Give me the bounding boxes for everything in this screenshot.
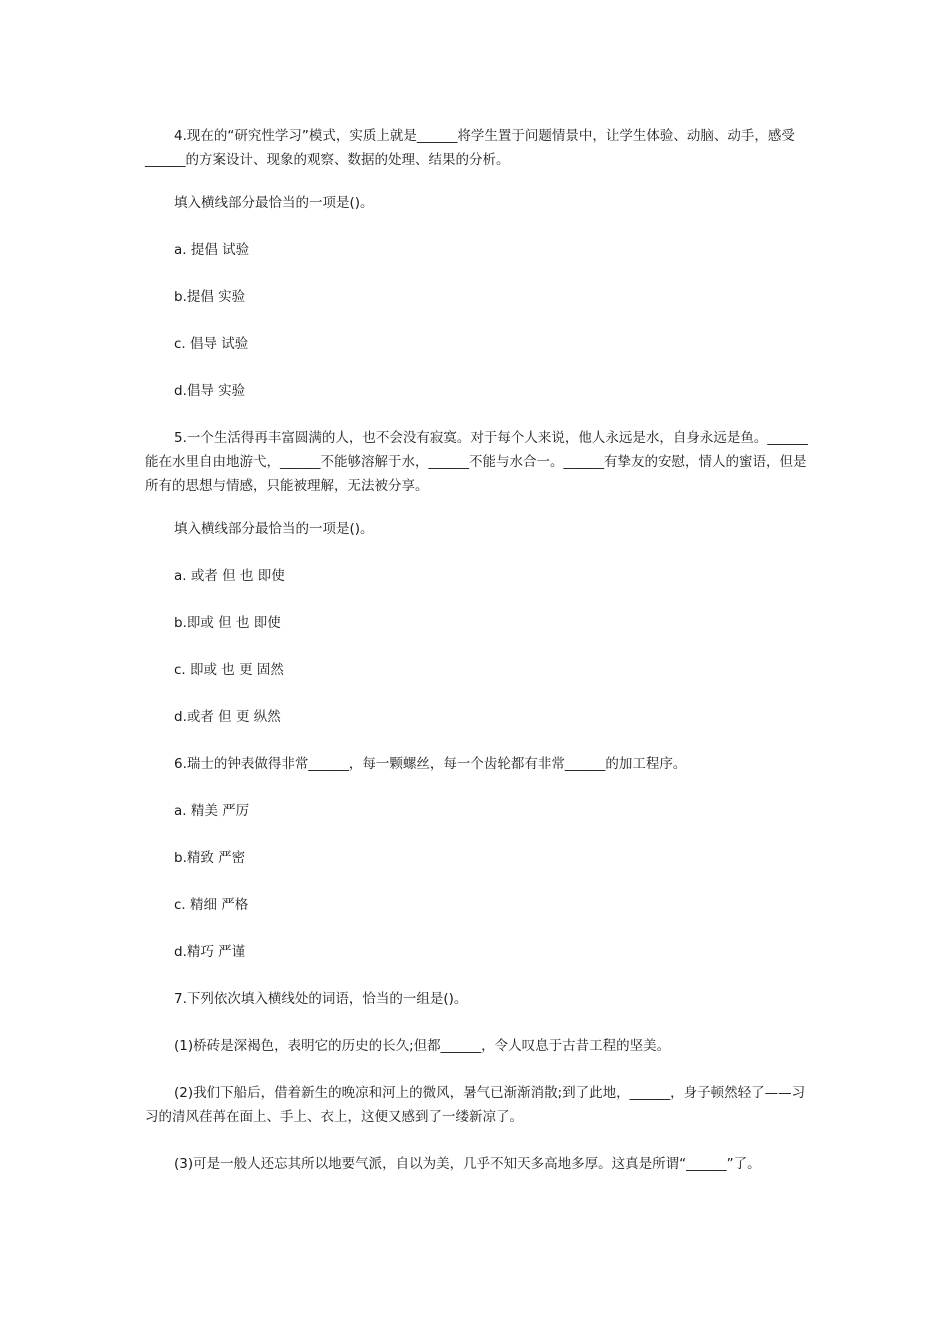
question-5-stem: 5.一个生活得再丰富圆满的人，也不会没有寂寞。对于每个人来说，他人永远是水，自身永远是鱼。______能在水里自由地游弋，______不能够溶解于水，______不能与水合一。______有挚友的安慰，情人的蜜语，但是所有的思想与情感，只能被理解，无法被分享。: [145, 430, 808, 494]
question-4-stem: 4.现在的“研究性学习”模式，实质上就是______将学生置于问题情景中，让学生体验、动脑、动手，感受______的方案设计、现象的观察、数据的处理、结果的分析。: [145, 128, 795, 168]
question-5-option-c: c. 即或 也 更 固然: [174, 662, 284, 678]
question-6-option-d: d.精巧 严谨: [174, 944, 246, 960]
question-6-option-b: b.精致 严密: [174, 850, 246, 866]
question-7-item-2: (2)我们下船后，借着新生的晚凉和河上的微风，暑气已渐渐消散;到了此地，______，身子顿然轻了——习习的清风荏苒在面上、手上、衣上，这便又感到了一缕新凉了。: [145, 1085, 806, 1125]
question-4-option-c: c. 倡导 试验: [174, 336, 249, 352]
question-5-prompt: 填入横线部分最恰当的一项是()。: [174, 521, 374, 537]
question-4-prompt: 填入横线部分最恰当的一项是()。: [174, 195, 374, 211]
question-6-option-c: c. 精细 严格: [174, 897, 249, 913]
question-5-option-d: d.或者 但 更 纵然: [174, 709, 281, 725]
question-7-stem: 7.下列依次填入横线处的词语，恰当的一组是()。: [174, 991, 468, 1007]
question-7-item-1: (1)桥砖是深褐色，表明它的历史的长久;但都______，令人叹息于古昔工程的坚美。: [174, 1038, 671, 1054]
question-5-option-b: b.即或 但 也 即使: [174, 615, 281, 631]
document-content: [145, 124, 810, 1176]
question-6-option-a: a. 精美 严厉: [174, 803, 250, 819]
question-4-option-d: d.倡导 实验: [174, 383, 246, 399]
question-6-stem: 6.瑞士的钟表做得非常______，每一颗螺丝，每一个齿轮都有非常______的加工程序。: [174, 756, 687, 772]
question-4-option-a: a. 提倡 试验: [174, 242, 250, 258]
question-7-item-3: (3)可是一般人还忘其所以地要气派，自以为美，几乎不知天多高地多厚。这真是所谓“______”了。: [174, 1156, 761, 1172]
question-4-option-b: b.提倡 实验: [174, 289, 246, 305]
question-5-option-a: a. 或者 但 也 即使: [174, 568, 285, 584]
